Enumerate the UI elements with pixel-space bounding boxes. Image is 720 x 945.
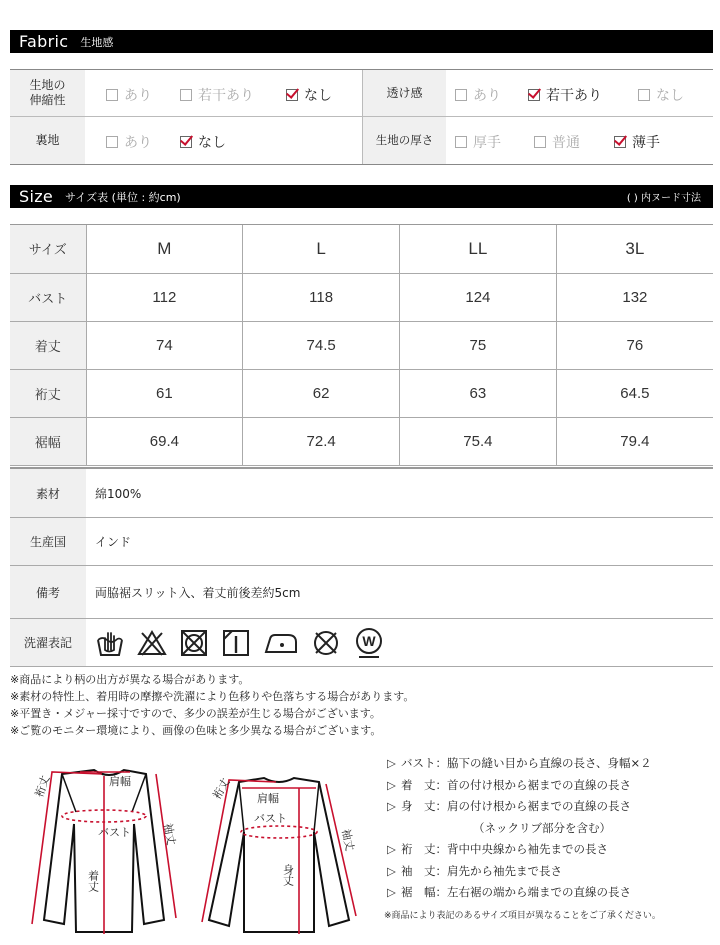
cell: 74.5 — [243, 321, 400, 369]
wet-clean-letter: W — [362, 632, 376, 649]
note-line: ※商品により柄の出方が異なる場合があります。 — [10, 673, 250, 686]
sleeve-guide — [156, 774, 176, 918]
legend-item: ▷ 身 丈：肩の付け根から裾までの直線の長さ — [387, 796, 661, 818]
label-sleeve-length-2: 裄丈 — [210, 775, 233, 802]
cell: 62 — [243, 369, 400, 417]
table-row — [10, 417, 713, 465]
label-sleeve-2: 袖丈 — [339, 827, 357, 853]
label-bust-1: バスト — [98, 826, 131, 839]
size-col: L — [243, 225, 400, 273]
legend-note: ※商品により表記のあるサイズ項目が異なることをご了承ください。 — [384, 910, 661, 921]
legend-item: ▷ 裾 幅：左右裾の端から端までの直線の長さ — [387, 882, 661, 904]
fabric-row — [10, 70, 713, 117]
spec-row-material — [10, 469, 713, 518]
fabric-label-stretch: 生地の 伸縮性 — [10, 70, 85, 116]
size-header-label: サイズ — [10, 225, 86, 273]
cell: 63 — [400, 369, 557, 417]
size-col: LL — [400, 225, 557, 273]
cell: 75 — [400, 321, 557, 369]
fabric-row — [10, 117, 713, 164]
label-shoulder-2: 肩幅 — [257, 792, 279, 805]
fabric-title: Fabric — [19, 32, 69, 51]
size-header-row — [10, 225, 713, 273]
legend-item: ▷ 着 丈：首の付け根から裾までの直線の長さ — [387, 775, 661, 797]
notes — [10, 671, 414, 739]
label-body-length: 身丈 — [281, 864, 295, 886]
option-sheer-nashi[interactable]: なし — [638, 85, 684, 105]
spec-row-care — [10, 619, 713, 667]
table-row — [10, 321, 713, 369]
checkbox[interactable] — [106, 136, 118, 148]
spec-value: 綿100% — [95, 486, 142, 501]
spec-value: インド — [95, 535, 132, 549]
spec-table — [10, 467, 713, 667]
legend-item: ▷ 裄 丈：背中中央線から袖先までの長さ — [387, 839, 661, 861]
label-length-1: 着丈 — [86, 870, 100, 892]
option-sheer-jakkan[interactable]: 若干あり — [528, 85, 602, 105]
cell: 64.5 — [556, 369, 713, 417]
option-thick-heavy[interactable]: 厚手 — [455, 132, 501, 152]
fabric-table — [10, 69, 713, 165]
cell: 118 — [243, 273, 400, 321]
cell: 69.4 — [86, 417, 243, 465]
checkbox[interactable] — [106, 89, 118, 101]
wet-clean-icon — [353, 627, 385, 659]
triangle-icon: ▷ — [387, 863, 396, 878]
size-header — [10, 185, 713, 208]
cell: 76 — [556, 321, 713, 369]
no-tumble-dry-icon — [179, 628, 209, 658]
cell: 74 — [86, 321, 243, 369]
option-stretch-ari[interactable]: あり — [106, 85, 152, 105]
triangle-icon: ▷ — [387, 777, 396, 792]
option-lining-ari[interactable]: あり — [106, 132, 152, 152]
size-subtitle: サイズ表 (単位 : 約cm) — [65, 190, 181, 204]
triangle-icon: ▷ — [387, 842, 396, 856]
spec-value: 両脇裾スリット入、着丈前後差約5cm — [95, 585, 301, 600]
option-stretch-jakkan[interactable]: 若干あり — [180, 85, 254, 105]
garment-set-in — [209, 778, 349, 932]
spec-row-origin — [10, 518, 713, 566]
bust-guide-2 — [241, 826, 317, 838]
cell: 79.4 — [556, 417, 713, 465]
table-row — [10, 369, 713, 417]
size-title: Size — [19, 187, 54, 206]
table-row — [10, 273, 713, 321]
spec-label: 洗濯表記 — [10, 619, 86, 666]
legend-item: ▷ バスト：脇下の縫い目から直線の長さ、身幅×２ — [387, 753, 661, 775]
hand-wash-icon — [95, 628, 125, 658]
checkbox-checked[interactable] — [528, 89, 540, 101]
option-stretch-nashi[interactable]: なし — [286, 85, 332, 105]
size-col: 3L — [556, 225, 713, 273]
row-label: 裄丈 — [10, 369, 86, 417]
label-sleeve-length-1: 裄丈 — [32, 773, 53, 800]
cell: 61 — [86, 369, 243, 417]
checkbox[interactable] — [455, 136, 467, 148]
no-dry-clean-icon — [311, 628, 341, 658]
row-label: バスト — [10, 273, 86, 321]
legend-item: ▷ 袖 丈：肩先から袖先まで長さ — [387, 861, 661, 883]
line-dry-shade-icon — [221, 628, 251, 658]
size-table — [10, 224, 713, 466]
cell: 75.4 — [400, 417, 557, 465]
checkbox[interactable] — [638, 89, 650, 101]
checkbox-checked[interactable] — [286, 89, 298, 101]
care-icons — [86, 619, 385, 666]
triangle-icon: ▷ — [387, 885, 396, 899]
option-thick-normal[interactable]: 普通 — [534, 132, 580, 152]
option-sheer-ari[interactable]: あり — [455, 85, 501, 105]
size-col: M — [86, 225, 243, 273]
cell: 72.4 — [243, 417, 400, 465]
fabric-header — [10, 30, 713, 53]
checkbox-checked[interactable] — [180, 136, 192, 148]
size-note: ( ) 内ヌード寸法 — [626, 193, 701, 204]
note-line: ※ご覧のモニター環境により、画像の色味と多少異なる場合がございます。 — [10, 724, 382, 737]
row-label: 着丈 — [10, 321, 86, 369]
cell: 112 — [86, 273, 243, 321]
cell: 124 — [400, 273, 557, 321]
triangle-icon: ▷ — [387, 799, 396, 813]
checkbox[interactable] — [455, 89, 467, 101]
fabric-label-sheer: 透け感 — [362, 70, 446, 116]
option-thick-thin[interactable]: 薄手 — [614, 132, 660, 152]
label-bust-2: バスト — [254, 812, 287, 825]
no-bleach-icon — [137, 628, 167, 658]
spec-label: 備考 — [10, 566, 86, 618]
low-iron-icon — [263, 628, 299, 658]
checkbox-checked[interactable] — [614, 136, 626, 148]
checkbox[interactable] — [180, 89, 192, 101]
fabric-subtitle: 生地感 — [80, 35, 114, 49]
label-sleeve-1: 袖丈 — [161, 822, 178, 847]
measurement-legend — [384, 753, 661, 927]
row-label: 裾幅 — [10, 417, 86, 465]
checkbox[interactable] — [534, 136, 546, 148]
legend-item: （ネックリブ部分を含む） — [473, 820, 611, 835]
label-shoulder-1: 肩幅 — [109, 775, 131, 788]
note-line: ※平置き・メジャー採寸ですので、多少の誤差が生じる場合がございます。 — [10, 707, 381, 720]
cell: 132 — [556, 273, 713, 321]
triangle-icon: ▷ — [387, 756, 396, 770]
spec-label: 素材 — [10, 469, 86, 517]
spec-row-remarks — [10, 566, 713, 619]
fabric-label-thickness: 生地の厚さ — [362, 117, 446, 164]
note-line: ※素材の特性上、着用時の摩擦や洗濯により色移りや色落ちする場合があります。 — [10, 690, 415, 703]
fabric-label-lining: 裏地 — [10, 117, 85, 164]
option-lining-nashi[interactable]: なし — [180, 132, 226, 152]
spec-label: 生産国 — [10, 518, 86, 565]
measurement-diagram — [14, 752, 379, 942]
